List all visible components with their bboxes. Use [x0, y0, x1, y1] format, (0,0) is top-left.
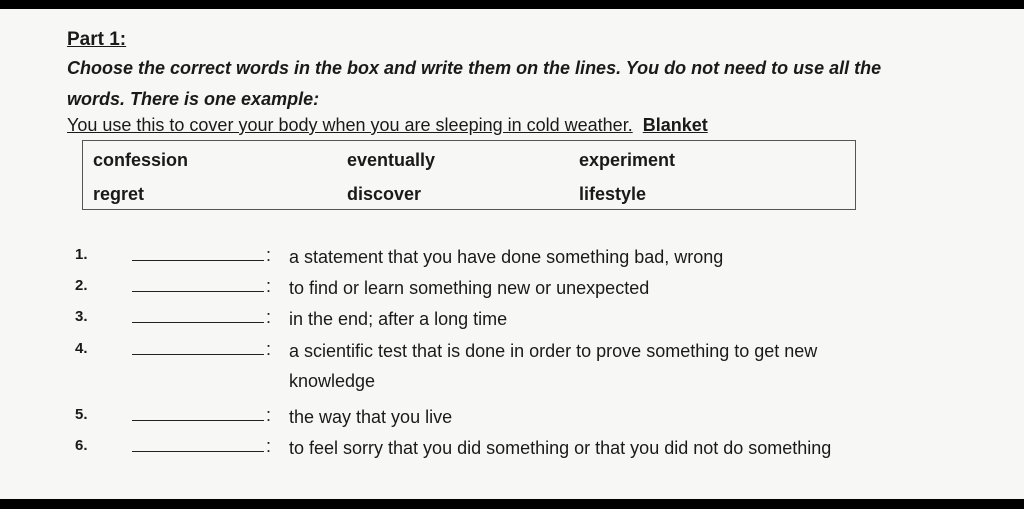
word-box — [82, 140, 856, 210]
answer-blank[interactable] — [132, 340, 264, 355]
question-definition: to find or learn something new or unexpected — [289, 278, 650, 298]
answer-blank[interactable] — [132, 437, 264, 452]
question-definition: a scientific test that is done in order to prove something to get new knowledge — [289, 341, 818, 391]
question-number: 2. — [75, 277, 88, 294]
question-colon: : — [266, 339, 272, 359]
example-sentence — [67, 115, 867, 136]
question-definition: to feel sorry that you did something or that you did not do something — [289, 438, 832, 458]
question-colon: : — [266, 276, 272, 296]
question-definition: a statement that you have done something bad, wrong — [289, 247, 724, 267]
question-colon: : — [266, 405, 272, 425]
worksheet-page — [0, 9, 1024, 499]
word-box-item: discover — [347, 184, 422, 204]
word-box-item: lifestyle — [579, 184, 647, 204]
question-definition: the way that you live — [289, 407, 453, 427]
question-colon: : — [266, 307, 272, 327]
question-number: 5. — [75, 406, 88, 423]
example-text: You use this to cover your body when you are sleeping in cold weather. — [67, 115, 633, 135]
word-box-item: experiment — [579, 150, 676, 170]
part-title: Part 1: — [67, 29, 127, 50]
word-box-item: eventually — [347, 150, 436, 170]
question-definition: in the end; after a long time — [289, 309, 508, 329]
word-box-item: confession — [93, 150, 189, 170]
example-answer: Blanket — [642, 115, 708, 135]
answer-blank[interactable] — [132, 277, 264, 292]
question-number: 4. — [75, 340, 88, 357]
question-colon: : — [266, 436, 272, 456]
answer-blank[interactable] — [132, 308, 264, 323]
answer-blank[interactable] — [132, 406, 264, 421]
question-number: 6. — [75, 437, 88, 454]
question-number: 1. — [75, 246, 88, 263]
instructions: Choose the correct words in the box and write them on the lines. You do not need to use all the words. There is one example: — [67, 58, 882, 109]
question-number: 3. — [75, 308, 88, 325]
word-box-item: regret — [93, 184, 145, 204]
question-colon: : — [266, 245, 272, 265]
answer-blank[interactable] — [132, 246, 264, 261]
